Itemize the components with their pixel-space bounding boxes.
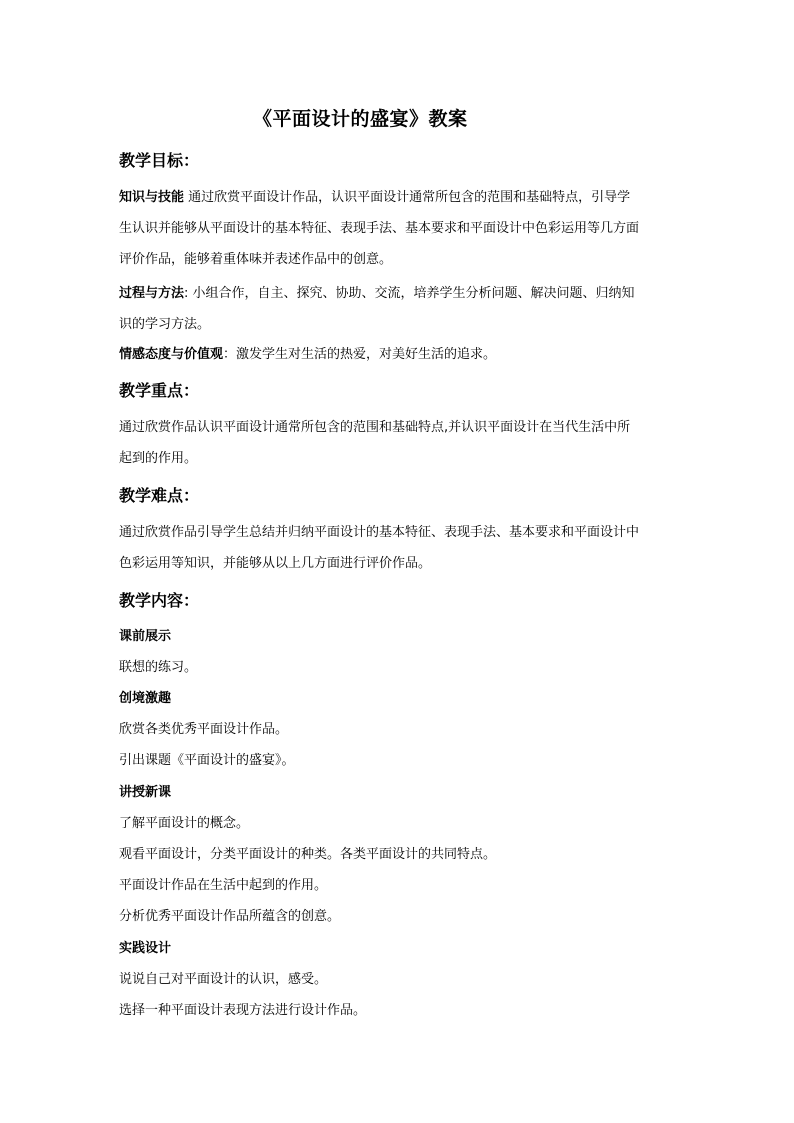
document-title: 《平面设计的盛宴》教案: [253, 108, 468, 130]
section-item: 欣赏各类优秀平面设计作品。: [119, 722, 289, 737]
section-item: 选择一种平面设计表现方法进行设计作品。: [119, 1003, 367, 1018]
section-item: 联想的练习。: [119, 660, 198, 675]
section-title: 课前展示: [119, 629, 172, 644]
emotion-text: ：激发学生对生活的热爱，对美好生活的追求。: [223, 347, 497, 362]
objectives-knowledge-line3: 评价作品，能够着重体味并表述作品中的创意。: [119, 252, 393, 267]
key-points-line2: 起到的作用。: [119, 451, 198, 466]
section-title: 实践设计: [119, 941, 172, 956]
emotion-label: 情感态度与价值观: [119, 347, 224, 362]
knowledge-label: 知识与技能: [119, 190, 185, 205]
section-item: 说说自己对平面设计的认识，感受。: [119, 972, 328, 987]
objectives-heading: 教学目标：: [119, 151, 200, 170]
section-item: 平面设计作品在生活中起到的作用。: [119, 878, 328, 893]
difficulties-heading: 教学难点：: [119, 486, 200, 505]
process-text-1: : 小组合作，自主、探究、协助、交流，培养学生分析问题、解决问题、归纳知: [184, 286, 635, 301]
objectives-knowledge-line1: [119, 186, 630, 205]
key-points-heading: 教学重点：: [119, 381, 200, 400]
section-title: 创境激趣: [119, 691, 172, 706]
process-label: 过程与方法: [119, 286, 185, 301]
content-heading: 教学内容：: [119, 591, 200, 610]
objectives-process-line1: [119, 282, 635, 301]
objectives-knowledge-line2: 生认识并能够从平面设计的基本特征、表现手法、基本要求和平面设计中色彩运用等几方面: [119, 221, 640, 236]
objectives-process-line2: 识的学习方法。: [119, 317, 211, 332]
objectives-emotion-line: [119, 343, 496, 362]
section-item: 观看平面设计，分类平面设计的种类。各类平面设计的共同特点。: [119, 847, 497, 862]
knowledge-text-1: 通过欣赏平面设计作品，认识平面设计通常所包含的范围和基础特点，引导学: [184, 190, 631, 205]
difficulties-line2: 色彩运用等知识，并能够从以上几方面进行评价作品。: [119, 556, 432, 571]
section-item: 了解平面设计的概念。: [119, 816, 250, 831]
section-item: 分析优秀平面设计作品所蕴含的创意。: [119, 909, 341, 924]
section-title: 讲授新课: [119, 785, 172, 800]
difficulties-line1: 通过欣赏作品引导学生总结并归纳平面设计的基本特征、表现手法、基本要求和平面设计中: [119, 525, 640, 540]
section-item: 引出课题《平面设计的盛宴》。: [119, 753, 295, 768]
key-points-line1: 通过欣赏作品认识平面设计通常所包含的范围和基础特点,并认识平面设计在当代生活中所: [119, 420, 631, 435]
